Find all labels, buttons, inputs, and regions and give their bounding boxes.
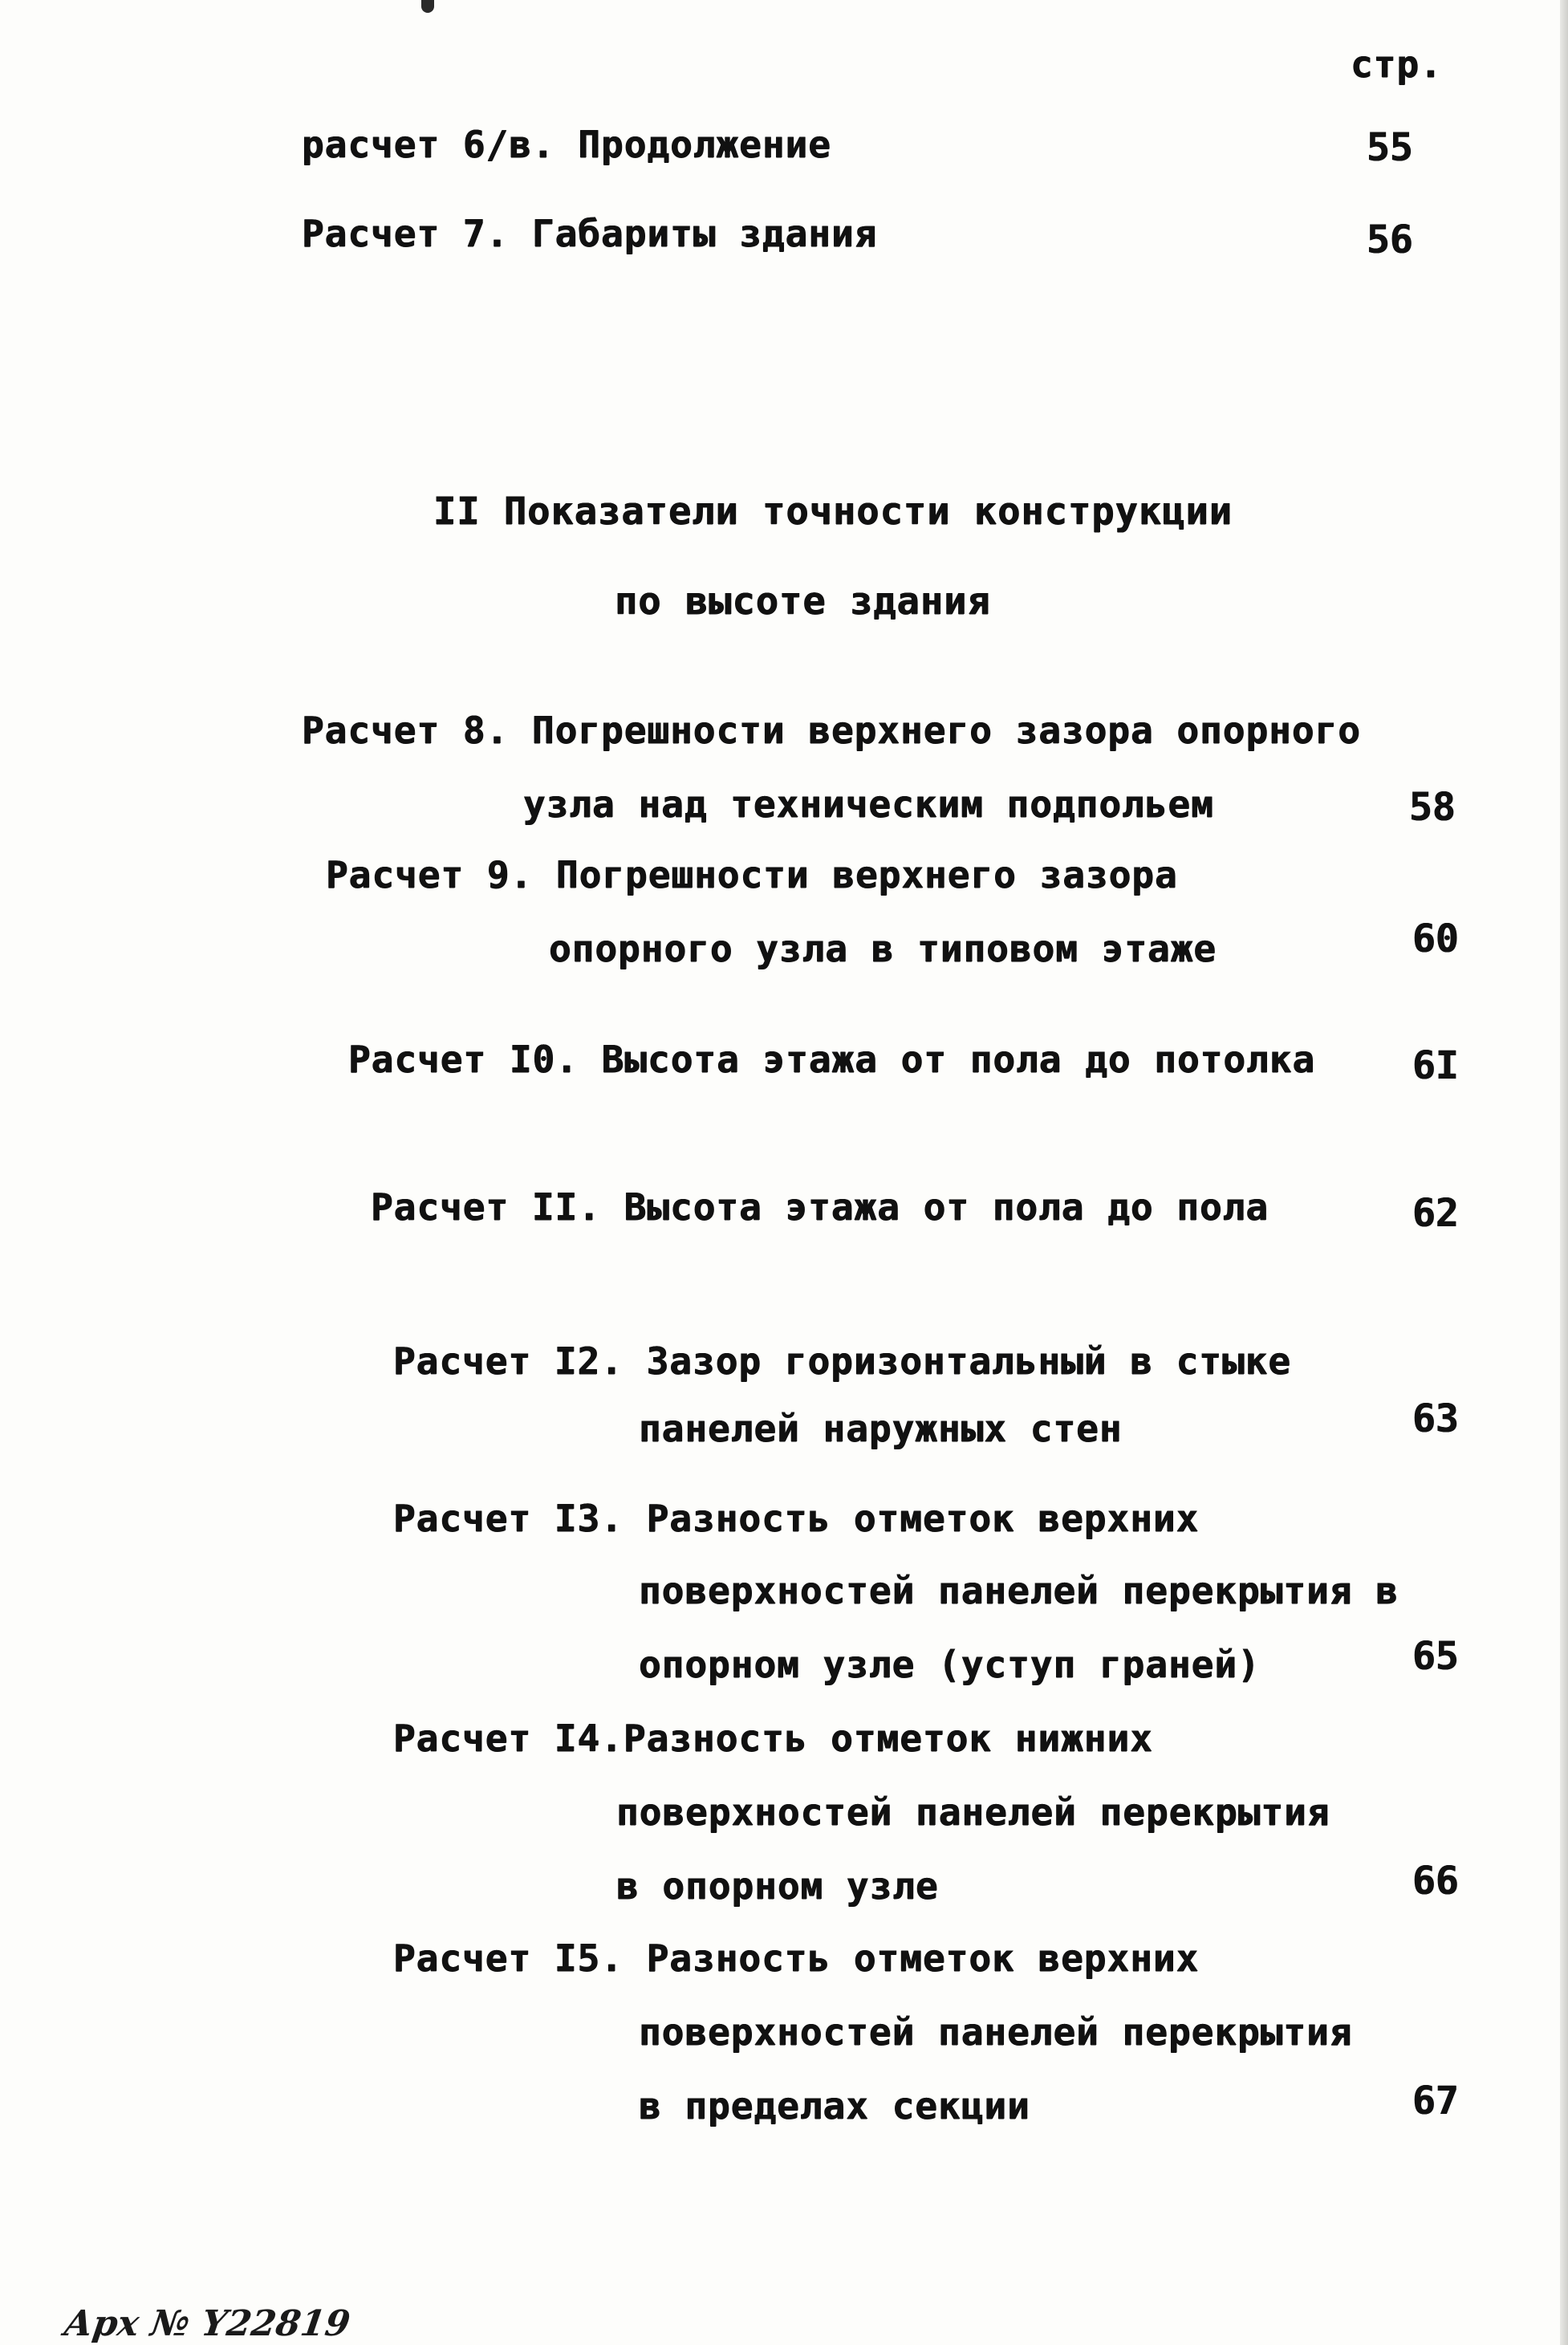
toc-entry-10: Расчет I0. Высота этажа от пола до потолка	[348, 1038, 1316, 1081]
section-heading-line2: по высоте здания	[615, 579, 991, 624]
toc-entry-13-line1: Расчет I3. Разность отметок верхних	[393, 1497, 1200, 1540]
page-edge-shadow	[1560, 0, 1568, 2345]
toc-page-7: 56	[1367, 217, 1413, 262]
toc-page-8: 58	[1409, 785, 1456, 830]
toc-entry-14-line2: поверхностей панелей перекрытия	[616, 1790, 1330, 1834]
toc-entry-14-line1: Расчет I4.Разность отметок нижних	[393, 1717, 1153, 1760]
toc-entry-13-line3: опорном узле (уступ граней)	[639, 1643, 1261, 1686]
toc-entry-12-line2: панелей наружных стен	[639, 1407, 1123, 1450]
toc-page-13: 65	[1412, 1634, 1459, 1679]
toc-entry-8-line1: Расчет 8. Погрешности верхнего зазора опорного	[302, 709, 1361, 752]
toc-entry-6v: расчет 6/в. Продолжение	[302, 123, 831, 166]
toc-entry-11: Расчет II. Высота этажа от пола до пола	[371, 1185, 1269, 1229]
toc-entry-13-line2: поверхностей панелей перекрытия в	[639, 1569, 1399, 1612]
toc-entry-15-line1: Расчет I5. Разность отметок верхних	[393, 1937, 1200, 1980]
toc-entry-15-line3: в пределах секции	[639, 2084, 1030, 2128]
section-heading-line1: II Показатели точности конструкции	[433, 490, 1233, 534]
toc-page-14: 66	[1412, 1859, 1459, 1904]
toc-page-12: 63	[1412, 1396, 1459, 1441]
toc-entry-14-line3: в опорном узле	[616, 1864, 939, 1908]
binding-mark	[421, 0, 434, 13]
page-column-label: стр.	[1351, 43, 1443, 86]
toc-entry-9-line1: Расчет 9. Погрешности верхнего зазора	[326, 853, 1178, 896]
toc-entry-12-line1: Расчет I2. Зазор горизонтальный в стыке	[393, 1339, 1292, 1383]
toc-page-11: 62	[1412, 1191, 1459, 1236]
archive-number-note: Арх № Y22819	[61, 2303, 353, 2344]
toc-entry-8-line2: узла над техническим подпольем	[523, 782, 1214, 826]
toc-entry-15-line2: поверхностей панелей перекрытия	[639, 2010, 1353, 2054]
toc-page-10: 6I	[1412, 1043, 1459, 1088]
toc-page-9: 60	[1412, 916, 1459, 961]
toc-entry-9-line2: опорного узла в типовом этаже	[549, 927, 1217, 970]
toc-page-15: 67	[1412, 2079, 1459, 2124]
toc-page-6v: 55	[1367, 125, 1413, 170]
toc-entry-7: Расчет 7. Габариты здания	[302, 212, 878, 255]
